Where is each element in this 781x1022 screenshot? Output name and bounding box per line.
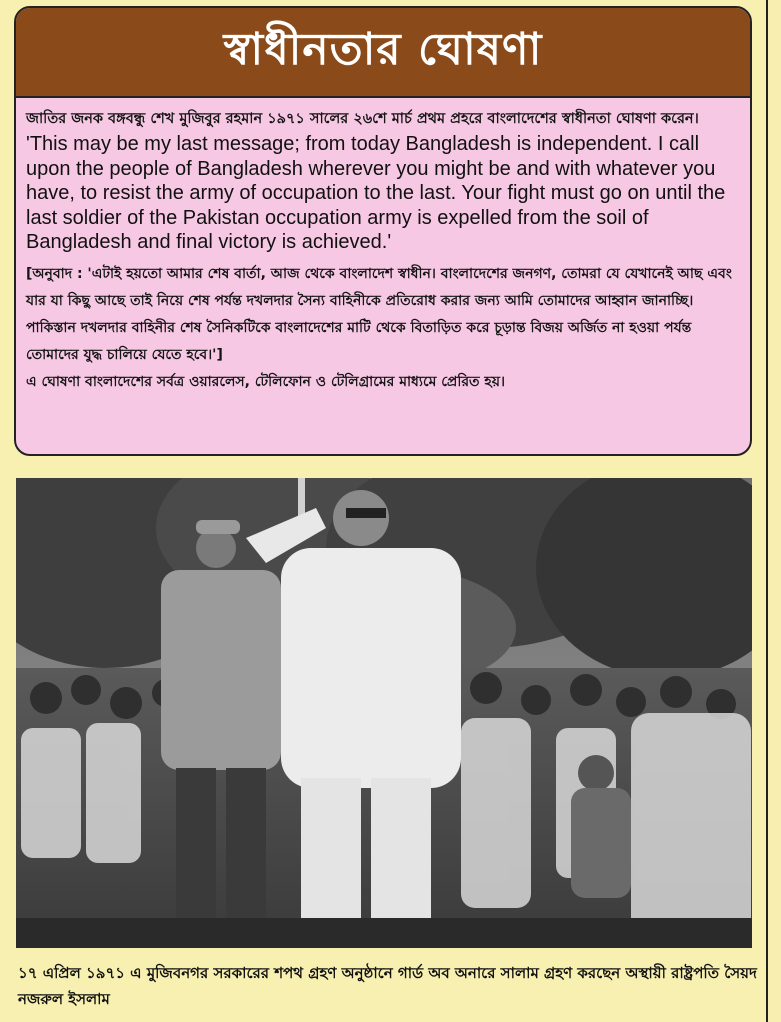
declaration-body xyxy=(26,108,742,396)
page-title: স্বাধীনতার ঘোষণা xyxy=(223,23,543,75)
photo-caption: ১৭ এপ্রিল ১৯৭১ এ মুজিবনগর সরকারের শপথ গ্রহণ অনুষ্ঠানে গার্ড অব অনারে সালাম গ্রহণ করছেন অস্থায়ী রাষ্ট্রপতি সৈয়দ নজরুল ইসলাম xyxy=(18,964,757,1008)
declaration-quote-english: 'This may be my last message; from today Bangladesh is independent. I call upon the people of Bangladesh wherever you might be and with whatever you have, to resist the army of occupation to the last. Your fight must go on until the last soldier of the Pakistan occupation army is expelled from the soil of Bangladesh and final victory is achieved.' xyxy=(26,133,726,253)
declaration-intro: জাতির জনক বঙ্গবন্ধু শেখ মুজিবুর রহমান ১৯৭১ সালের ২৬শে মার্চ প্রথম প্রহরে বাংলাদেশের স্বাধীনতা ঘোষণা করেন। xyxy=(26,111,699,127)
historical-photo xyxy=(16,478,752,948)
adjacent-page-edge xyxy=(766,0,781,1022)
declaration-translation: [অনুবাদ : 'এটাই হয়তো আমার শেষ বার্তা, আজ থেকে বাংলাদেশ স্বাধীন। বাংলাদেশের জনগণ, তোমরা যে যেখানেই আছ এবং যার যা কিছু আছে তাই নিয়ে শেষ পর্যন্ত দখলদার সৈন্য বাহিনীকে প্রতিরোধ করার জন্য আমি তোমাদের আহ্বান জানাচ্ছি। পাকিস্তান দখলদার বাহিনীর শেষ সৈনিকটিকে বাংলাদেশের মাটি থেকে বিতাড়িত করে চূড়ান্ত বিজয় অর্জিত না হওয়া পর্যন্ত তোমাদের যুদ্ধ চালিয়ে যেতে হবে।'] xyxy=(26,265,732,363)
photo-illustration xyxy=(16,478,752,948)
declaration-panel xyxy=(14,6,752,456)
panel-header xyxy=(16,8,750,98)
broadcast-note: এ ঘোষণা বাংলাদেশের সর্বত্র ওয়ারলেস, টেলিফোন ও টেলিগ্রামের মাধ্যমে প্রেরিত হয়। xyxy=(26,373,506,390)
